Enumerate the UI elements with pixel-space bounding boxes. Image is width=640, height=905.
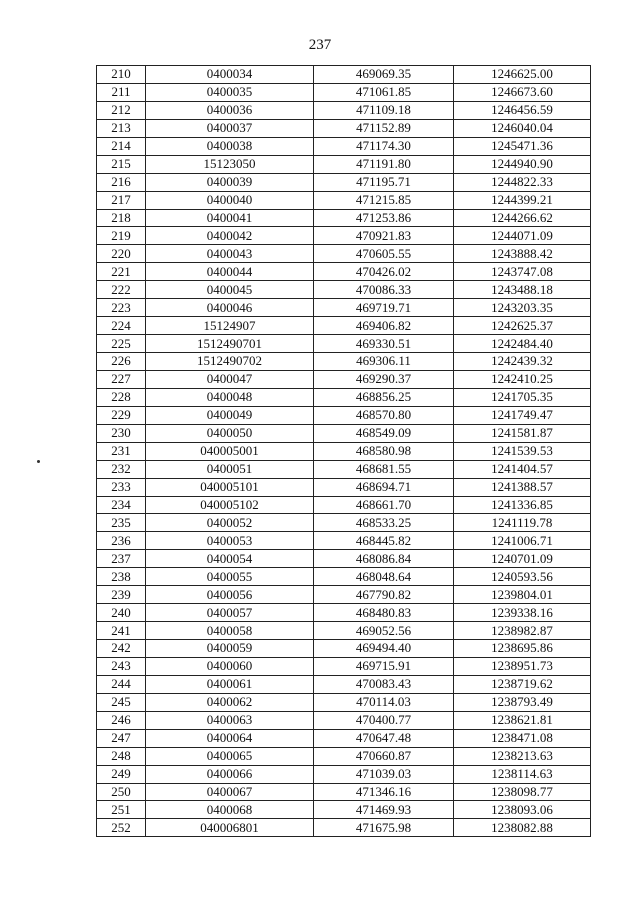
table-row — [97, 119, 591, 137]
x-coordinate-cell: 471109.18 — [314, 101, 454, 119]
x-coordinate-cell: 468661.70 — [314, 496, 454, 514]
row-number-cell: 238 — [97, 568, 146, 586]
point-id-cell: 0400042 — [146, 227, 314, 245]
table-row — [97, 532, 591, 550]
point-id-cell: 0400044 — [146, 263, 314, 281]
point-id-cell: 0400050 — [146, 424, 314, 442]
row-number-cell: 213 — [97, 119, 146, 137]
table-row — [97, 693, 591, 711]
point-id-cell: 0400051 — [146, 460, 314, 478]
row-number-cell: 220 — [97, 245, 146, 263]
point-id-cell: 0400048 — [146, 388, 314, 406]
point-id-cell: 0400065 — [146, 747, 314, 765]
x-coordinate-cell: 469406.82 — [314, 317, 454, 335]
y-coordinate-cell: 1243203.35 — [454, 299, 591, 317]
table-row — [97, 819, 591, 837]
table-row — [97, 263, 591, 281]
row-number-cell: 241 — [97, 622, 146, 640]
table-row — [97, 245, 591, 263]
row-number-cell: 215 — [97, 155, 146, 173]
point-id-cell: 0400059 — [146, 640, 314, 658]
x-coordinate-cell: 470086.33 — [314, 281, 454, 299]
coordinates-table-body — [97, 66, 591, 837]
table-row — [97, 353, 591, 371]
point-id-cell: 040005001 — [146, 442, 314, 460]
x-coordinate-cell: 470083.43 — [314, 675, 454, 693]
x-coordinate-cell: 469330.51 — [314, 335, 454, 353]
point-id-cell: 0400037 — [146, 119, 314, 137]
y-coordinate-cell: 1241006.71 — [454, 532, 591, 550]
x-coordinate-cell: 471675.98 — [314, 819, 454, 837]
row-number-cell: 218 — [97, 209, 146, 227]
row-number-cell: 243 — [97, 657, 146, 675]
y-coordinate-cell: 1238793.49 — [454, 693, 591, 711]
table-row — [97, 801, 591, 819]
point-id-cell: 040006801 — [146, 819, 314, 837]
table-row — [97, 657, 591, 675]
table-row — [97, 640, 591, 658]
point-id-cell: 0400063 — [146, 711, 314, 729]
point-id-cell: 0400052 — [146, 514, 314, 532]
row-number-cell: 239 — [97, 586, 146, 604]
x-coordinate-cell: 469306.11 — [314, 353, 454, 371]
point-id-cell: 1512490702 — [146, 353, 314, 371]
row-number-cell: 237 — [97, 550, 146, 568]
point-id-cell: 0400043 — [146, 245, 314, 263]
point-id-cell: 0400054 — [146, 550, 314, 568]
y-coordinate-cell: 1244399.21 — [454, 191, 591, 209]
table-row — [97, 317, 591, 335]
table-row — [97, 370, 591, 388]
table-row — [97, 747, 591, 765]
x-coordinate-cell: 468445.82 — [314, 532, 454, 550]
x-coordinate-cell: 470605.55 — [314, 245, 454, 263]
row-number-cell: 242 — [97, 640, 146, 658]
row-number-cell: 240 — [97, 604, 146, 622]
point-id-cell: 0400045 — [146, 281, 314, 299]
y-coordinate-cell: 1246673.60 — [454, 83, 591, 101]
y-coordinate-cell: 1242625.37 — [454, 317, 591, 335]
x-coordinate-cell: 470921.83 — [314, 227, 454, 245]
x-coordinate-cell: 469069.35 — [314, 66, 454, 84]
row-number-cell: 211 — [97, 83, 146, 101]
y-coordinate-cell: 1239338.16 — [454, 604, 591, 622]
point-id-cell: 0400068 — [146, 801, 314, 819]
row-number-cell: 234 — [97, 496, 146, 514]
row-number-cell: 251 — [97, 801, 146, 819]
table-row — [97, 388, 591, 406]
row-number-cell: 228 — [97, 388, 146, 406]
table-row — [97, 783, 591, 801]
y-coordinate-cell: 1238082.88 — [454, 819, 591, 837]
table-row — [97, 622, 591, 640]
table-row — [97, 568, 591, 586]
x-coordinate-cell: 471039.03 — [314, 765, 454, 783]
row-number-cell: 246 — [97, 711, 146, 729]
row-number-cell: 219 — [97, 227, 146, 245]
table-row — [97, 424, 591, 442]
row-number-cell: 226 — [97, 353, 146, 371]
x-coordinate-cell: 468570.80 — [314, 406, 454, 424]
x-coordinate-cell: 471253.86 — [314, 209, 454, 227]
table-row — [97, 514, 591, 532]
point-id-cell: 0400053 — [146, 532, 314, 550]
point-id-cell: 0400039 — [146, 173, 314, 191]
point-id-cell: 0400035 — [146, 83, 314, 101]
x-coordinate-cell: 470426.02 — [314, 263, 454, 281]
point-id-cell: 0400034 — [146, 66, 314, 84]
y-coordinate-cell: 1243488.18 — [454, 281, 591, 299]
row-number-cell: 222 — [97, 281, 146, 299]
point-id-cell: 0400036 — [146, 101, 314, 119]
x-coordinate-cell: 469494.40 — [314, 640, 454, 658]
y-coordinate-cell: 1244940.90 — [454, 155, 591, 173]
x-coordinate-cell: 468048.64 — [314, 568, 454, 586]
row-number-cell: 221 — [97, 263, 146, 281]
x-coordinate-cell: 471152.89 — [314, 119, 454, 137]
point-id-cell: 15124907 — [146, 317, 314, 335]
y-coordinate-cell: 1242410.25 — [454, 370, 591, 388]
table-row — [97, 66, 591, 84]
y-coordinate-cell: 1238951.73 — [454, 657, 591, 675]
row-number-cell: 245 — [97, 693, 146, 711]
x-coordinate-cell: 469052.56 — [314, 622, 454, 640]
y-coordinate-cell: 1238719.62 — [454, 675, 591, 693]
y-coordinate-cell: 1242484.40 — [454, 335, 591, 353]
table-row — [97, 675, 591, 693]
y-coordinate-cell: 1238982.87 — [454, 622, 591, 640]
point-id-cell: 0400064 — [146, 729, 314, 747]
x-coordinate-cell: 468694.71 — [314, 478, 454, 496]
y-coordinate-cell: 1238471.08 — [454, 729, 591, 747]
x-coordinate-cell: 468580.98 — [314, 442, 454, 460]
x-coordinate-cell: 471174.30 — [314, 137, 454, 155]
table-row — [97, 478, 591, 496]
row-number-cell: 247 — [97, 729, 146, 747]
row-number-cell: 236 — [97, 532, 146, 550]
table-row — [97, 281, 591, 299]
x-coordinate-cell: 470114.03 — [314, 693, 454, 711]
y-coordinate-cell: 1238213.63 — [454, 747, 591, 765]
table-row — [97, 173, 591, 191]
y-coordinate-cell: 1241749.47 — [454, 406, 591, 424]
x-coordinate-cell: 470400.77 — [314, 711, 454, 729]
row-number-cell: 229 — [97, 406, 146, 424]
point-id-cell: 1512490701 — [146, 335, 314, 353]
x-coordinate-cell: 468480.83 — [314, 604, 454, 622]
row-number-cell: 210 — [97, 66, 146, 84]
y-coordinate-cell: 1241336.85 — [454, 496, 591, 514]
x-coordinate-cell: 468549.09 — [314, 424, 454, 442]
y-coordinate-cell: 1243888.42 — [454, 245, 591, 263]
point-id-cell: 0400056 — [146, 586, 314, 604]
point-id-cell: 0400046 — [146, 299, 314, 317]
row-number-cell: 224 — [97, 317, 146, 335]
point-id-cell: 0400049 — [146, 406, 314, 424]
y-coordinate-cell: 1246040.04 — [454, 119, 591, 137]
row-number-cell: 252 — [97, 819, 146, 837]
table-row — [97, 586, 591, 604]
x-coordinate-cell: 468681.55 — [314, 460, 454, 478]
y-coordinate-cell: 1241404.57 — [454, 460, 591, 478]
row-number-cell: 235 — [97, 514, 146, 532]
stray-mark — [37, 460, 40, 463]
y-coordinate-cell: 1241119.78 — [454, 514, 591, 532]
table-row — [97, 83, 591, 101]
y-coordinate-cell: 1245471.36 — [454, 137, 591, 155]
x-coordinate-cell: 470660.87 — [314, 747, 454, 765]
y-coordinate-cell: 1238114.63 — [454, 765, 591, 783]
point-id-cell: 0400061 — [146, 675, 314, 693]
point-id-cell: 0400047 — [146, 370, 314, 388]
x-coordinate-cell: 467790.82 — [314, 586, 454, 604]
table-row — [97, 299, 591, 317]
row-number-cell: 223 — [97, 299, 146, 317]
row-number-cell: 248 — [97, 747, 146, 765]
y-coordinate-cell: 1242439.32 — [454, 353, 591, 371]
point-id-cell: 0400038 — [146, 137, 314, 155]
table-row — [97, 550, 591, 568]
y-coordinate-cell: 1241705.35 — [454, 388, 591, 406]
y-coordinate-cell: 1244266.62 — [454, 209, 591, 227]
x-coordinate-cell: 471191.80 — [314, 155, 454, 173]
x-coordinate-cell: 468086.84 — [314, 550, 454, 568]
table-row — [97, 155, 591, 173]
table-row — [97, 101, 591, 119]
x-coordinate-cell: 471469.93 — [314, 801, 454, 819]
x-coordinate-cell: 471195.71 — [314, 173, 454, 191]
point-id-cell: 0400058 — [146, 622, 314, 640]
row-number-cell: 232 — [97, 460, 146, 478]
x-coordinate-cell: 469715.91 — [314, 657, 454, 675]
y-coordinate-cell: 1241539.53 — [454, 442, 591, 460]
row-number-cell: 216 — [97, 173, 146, 191]
point-id-cell: 040005102 — [146, 496, 314, 514]
x-coordinate-cell: 468533.25 — [314, 514, 454, 532]
y-coordinate-cell: 1241581.87 — [454, 424, 591, 442]
row-number-cell: 249 — [97, 765, 146, 783]
row-number-cell: 217 — [97, 191, 146, 209]
table-row — [97, 729, 591, 747]
row-number-cell: 244 — [97, 675, 146, 693]
point-id-cell: 0400062 — [146, 693, 314, 711]
y-coordinate-cell: 1244822.33 — [454, 173, 591, 191]
point-id-cell: 15123050 — [146, 155, 314, 173]
coordinates-table — [96, 65, 591, 837]
table-row — [97, 765, 591, 783]
row-number-cell: 250 — [97, 783, 146, 801]
table-row — [97, 711, 591, 729]
y-coordinate-cell: 1238098.77 — [454, 783, 591, 801]
row-number-cell: 214 — [97, 137, 146, 155]
point-id-cell: 0400055 — [146, 568, 314, 586]
table-row — [97, 460, 591, 478]
x-coordinate-cell: 471215.85 — [314, 191, 454, 209]
point-id-cell: 0400066 — [146, 765, 314, 783]
x-coordinate-cell: 470647.48 — [314, 729, 454, 747]
table-row — [97, 209, 591, 227]
x-coordinate-cell: 468856.25 — [314, 388, 454, 406]
row-number-cell: 227 — [97, 370, 146, 388]
point-id-cell: 0400040 — [146, 191, 314, 209]
row-number-cell: 231 — [97, 442, 146, 460]
table-row — [97, 191, 591, 209]
x-coordinate-cell: 471061.85 — [314, 83, 454, 101]
y-coordinate-cell: 1243747.08 — [454, 263, 591, 281]
row-number-cell: 225 — [97, 335, 146, 353]
y-coordinate-cell: 1240701.09 — [454, 550, 591, 568]
y-coordinate-cell: 1238093.06 — [454, 801, 591, 819]
x-coordinate-cell: 469719.71 — [314, 299, 454, 317]
row-number-cell: 230 — [97, 424, 146, 442]
page-number: 237 — [308, 37, 332, 53]
y-coordinate-cell: 1246456.59 — [454, 101, 591, 119]
point-id-cell: 0400060 — [146, 657, 314, 675]
y-coordinate-cell: 1246625.00 — [454, 66, 591, 84]
point-id-cell: 0400041 — [146, 209, 314, 227]
point-id-cell: 040005101 — [146, 478, 314, 496]
y-coordinate-cell: 1238695.86 — [454, 640, 591, 658]
table-row — [97, 604, 591, 622]
y-coordinate-cell: 1244071.09 — [454, 227, 591, 245]
table-row — [97, 227, 591, 245]
table-row — [97, 137, 591, 155]
table-row — [97, 335, 591, 353]
y-coordinate-cell: 1239804.01 — [454, 586, 591, 604]
x-coordinate-cell: 469290.37 — [314, 370, 454, 388]
point-id-cell: 0400057 — [146, 604, 314, 622]
table-row — [97, 496, 591, 514]
point-id-cell: 0400067 — [146, 783, 314, 801]
row-number-cell: 233 — [97, 478, 146, 496]
table-row — [97, 442, 591, 460]
y-coordinate-cell: 1241388.57 — [454, 478, 591, 496]
y-coordinate-cell: 1238621.81 — [454, 711, 591, 729]
x-coordinate-cell: 471346.16 — [314, 783, 454, 801]
row-number-cell: 212 — [97, 101, 146, 119]
y-coordinate-cell: 1240593.56 — [454, 568, 591, 586]
table-row — [97, 406, 591, 424]
